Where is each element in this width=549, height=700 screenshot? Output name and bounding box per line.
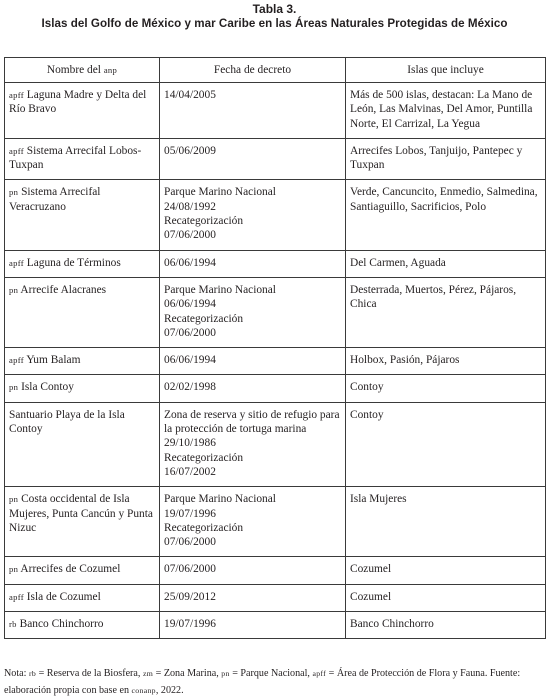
note-text: = Área de Protección de Flora y Fauna. Fuente: <box>326 668 521 679</box>
cell-decree-date <box>160 375 346 402</box>
cell-decree-date <box>160 612 346 639</box>
note-text: = Parque Nacional, <box>229 668 313 679</box>
decree-line: 24/08/1992 <box>164 200 216 213</box>
decree-line: Recategorización <box>164 521 244 534</box>
decree-line: 16/07/2002 <box>164 465 216 478</box>
anp-name: Isla Contoy <box>21 381 74 394</box>
header-name-anp: anp <box>103 64 118 75</box>
cell-anp-name <box>5 612 160 639</box>
cell-decree-date <box>160 83 346 139</box>
cell-islands: Contoy <box>346 375 546 402</box>
cell-anp-name <box>5 277 160 347</box>
cell-anp-name <box>5 487 160 557</box>
decree-line: 19/07/1996 <box>164 507 216 520</box>
anp-name: Banco Chinchorro <box>19 618 104 631</box>
decree-line: Parque Marino Nacional <box>164 283 276 296</box>
anp-name: Isla de Cozumel <box>26 590 101 603</box>
cell-decree-date <box>160 180 346 250</box>
note-abbr: apff <box>312 669 327 678</box>
anp-name: Costa occidental de Isla Mujeres, Punta Cancún y Punta Nizuc <box>9 493 153 534</box>
table-row <box>5 138 546 180</box>
anp-name: Laguna Madre y Delta del Río Bravo <box>9 89 147 116</box>
decree-line: Recategorización <box>164 312 244 325</box>
cell-anp-name <box>5 557 160 584</box>
cell-anp-name <box>5 584 160 611</box>
decree-line: 02/02/1998 <box>164 381 216 394</box>
table-number: Tabla 3. <box>252 2 297 16</box>
anp-category: apff <box>9 355 24 366</box>
cell-anp-name <box>5 180 160 250</box>
note-text: = Reserva de la Biosfera, <box>36 668 143 679</box>
anp-category: apff <box>9 591 24 602</box>
anp-category: rb <box>9 619 17 630</box>
cell-decree-date <box>160 584 346 611</box>
decree-line: 06/06/1994 <box>164 298 216 311</box>
decree-line: Parque Marino Nacional <box>164 493 276 506</box>
anp-name: Santuario Playa de la Isla Contoy <box>9 408 125 436</box>
cell-anp-name <box>5 348 160 375</box>
cell-islands: Cozumel <box>346 557 546 584</box>
note-text: , 2022. <box>155 684 184 696</box>
note-abbr: pn <box>221 669 230 678</box>
islands-table <box>4 57 546 639</box>
anp-name: Sistema Arrecifal Veracruzano <box>9 186 101 213</box>
note-abbr: conanp <box>131 685 156 695</box>
anp-category: apff <box>9 90 24 100</box>
anp-name: Laguna de Términos <box>26 256 121 269</box>
anp-category: pn <box>9 382 19 393</box>
table-caption <box>0 0 549 31</box>
header-date: Fecha de decreto <box>160 58 346 83</box>
decree-line: 25/09/2012 <box>164 590 216 603</box>
note-abbr: rb <box>28 669 37 678</box>
cell-islands: Más de 500 islas, destacan: La Mano de León, Las Malvinas, Del Amor, Puntilla Norte, El Carrizal, La Yegua <box>346 83 546 139</box>
anp-category: pn <box>9 187 19 198</box>
cell-decree-date <box>160 250 346 277</box>
anp-category: apff <box>9 257 24 268</box>
cell-islands: Desterrada, Muertos, Pérez, Pájaros, Chica <box>346 277 546 347</box>
decree-line: 07/06/2000 <box>164 563 216 576</box>
cell-islands: Banco Chinchorro <box>346 612 546 639</box>
anp-name: Arrecife Alacranes <box>20 283 107 296</box>
decree-line: 07/06/2000 <box>164 326 216 339</box>
anp-category: pn <box>9 284 19 295</box>
anp-name: Yum Balam <box>26 354 81 367</box>
cell-islands: Arrecifes Lobos, Tanjuijo, Pantepec y Tuxpan <box>346 138 546 180</box>
decree-line: 14/04/2005 <box>164 89 216 101</box>
table-row <box>5 250 546 277</box>
cell-islands: Cozumel <box>346 584 546 611</box>
cell-islands: Isla Mujeres <box>346 487 546 557</box>
table-row <box>5 375 546 402</box>
table-row <box>5 348 546 375</box>
table-row <box>5 612 546 639</box>
cell-decree-date <box>160 487 346 557</box>
note-abbr: zm <box>142 669 154 678</box>
table-note <box>4 666 545 699</box>
cell-islands: Holbox, Pasión, Pájaros <box>346 348 546 375</box>
cell-anp-name <box>5 138 160 180</box>
anp-name: Sistema Arrecifal Lobos-Tuxpan <box>9 144 142 172</box>
table-row <box>5 277 546 347</box>
decree-line: Recategorización <box>164 215 244 228</box>
header-islands: Islas que incluye <box>346 58 546 83</box>
anp-category: apff <box>9 145 24 156</box>
decree-line: 06/06/1994 <box>164 256 216 269</box>
header-name-prefix: Nombre del <box>46 63 104 76</box>
cell-anp-name <box>5 375 160 402</box>
table-row <box>5 487 546 557</box>
anp-category: pn <box>9 494 19 505</box>
table-row <box>5 180 546 250</box>
anp-name: Arrecifes de Cozumel <box>20 563 121 576</box>
table-row <box>5 557 546 584</box>
cell-islands: Contoy <box>346 402 546 486</box>
cell-islands: Verde, Cancuncito, Enmedio, Salmedina, Santiaguillo, Sacrificios, Polo <box>346 180 546 250</box>
anp-category: pn <box>9 564 19 575</box>
decree-line: 19/07/1996 <box>164 618 216 631</box>
decree-line: 29/10/1986 <box>164 437 216 450</box>
note-text: = Zona Marina, <box>153 668 222 679</box>
decree-line: Parque Marino Nacional <box>164 186 276 199</box>
cell-anp-name <box>5 83 160 139</box>
cell-decree-date <box>160 138 346 180</box>
note-text: Nota: <box>4 668 29 679</box>
cell-anp-name <box>5 250 160 277</box>
note-source: elaboración propia con base en <box>4 684 132 696</box>
cell-decree-date <box>160 557 346 584</box>
decree-line: 07/06/2000 <box>164 229 216 242</box>
table-row <box>5 83 546 139</box>
decree-line: Recategorización <box>164 451 244 464</box>
cell-anp-name <box>5 402 160 486</box>
cell-decree-date <box>160 348 346 375</box>
cell-islands: Del Carmen, Aguada <box>346 250 546 277</box>
header-name <box>5 58 160 83</box>
cell-decree-date <box>160 402 346 486</box>
decree-line: 07/06/2000 <box>164 536 216 549</box>
cell-decree-date <box>160 277 346 347</box>
table-row <box>5 402 546 486</box>
decree-line: 05/06/2009 <box>164 144 216 157</box>
decree-line: Zona de reserva y sitio de refugio para la protección de tortuga marina <box>164 408 340 436</box>
table-header-row <box>5 58 546 83</box>
decree-line: 06/06/1994 <box>164 354 216 367</box>
table-row <box>5 584 546 611</box>
table-title: Islas del Golfo de México y mar Caribe en las Áreas Naturales Protegidas de México <box>41 17 508 30</box>
